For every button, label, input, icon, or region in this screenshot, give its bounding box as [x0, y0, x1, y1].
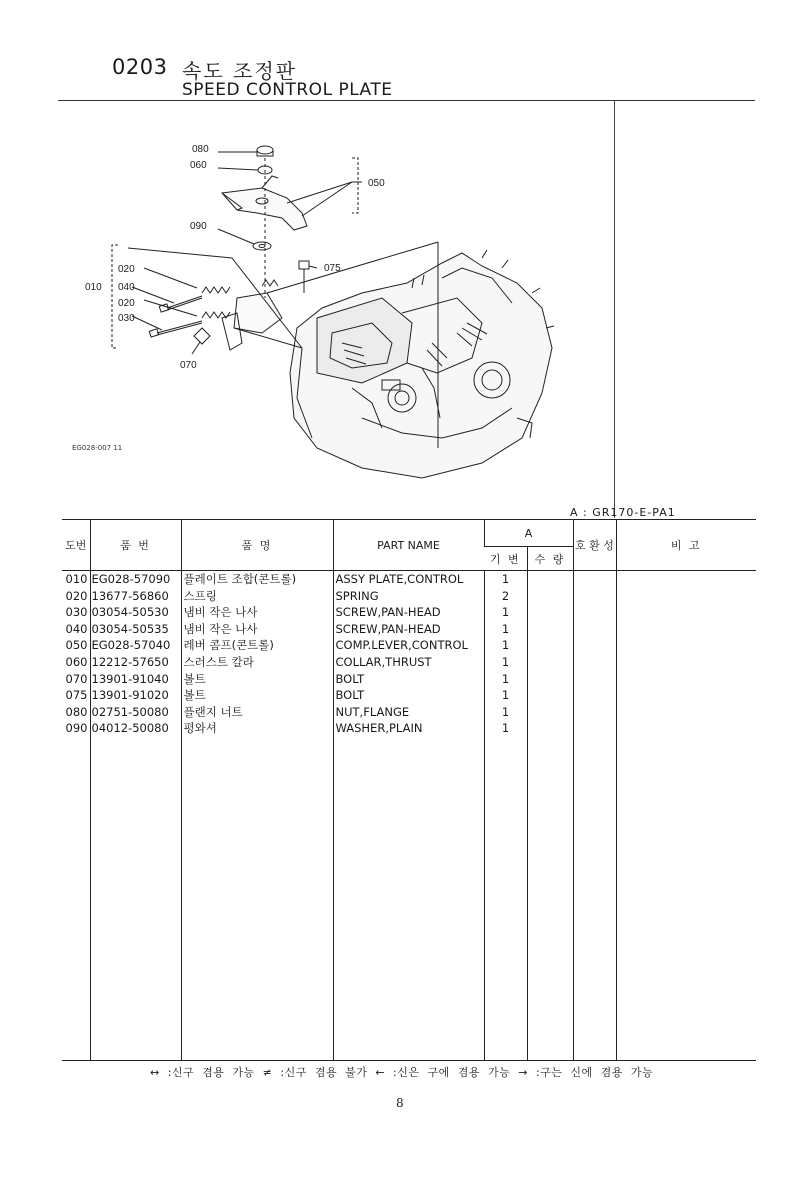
callout-075: 075	[324, 263, 341, 274]
part-name-english: BOLT	[333, 671, 484, 688]
callout-010: 010	[85, 282, 102, 293]
quantity: 1	[484, 571, 527, 588]
quantity: 1	[484, 704, 527, 721]
quantity: 2	[484, 588, 527, 605]
header-name-korean: 품 명	[181, 520, 333, 571]
quantity: 1	[484, 654, 527, 671]
part-name-korean: 볼트	[181, 687, 333, 704]
part-name-korean: 볼트	[181, 671, 333, 688]
part-number: 12212-57650	[90, 654, 181, 671]
page-title-korean: 속도 조정판	[182, 59, 297, 83]
table-row	[62, 687, 756, 704]
part-number: 03054-50535	[90, 621, 181, 638]
header-basic: 기 변	[484, 547, 527, 571]
page-number: 8	[396, 1096, 404, 1110]
table-row	[62, 704, 756, 721]
ref-no: 080	[65, 704, 88, 719]
table-row	[62, 571, 756, 588]
quantity: 1	[484, 687, 527, 704]
part-number: 13901-91040	[90, 671, 181, 688]
part-number: 04012-50080	[90, 720, 181, 737]
ref-no: 075	[65, 688, 88, 703]
part-name-korean: 평와셔	[181, 720, 333, 737]
ref-no: 050	[65, 638, 88, 653]
header-interchange: 호 환 성	[573, 520, 616, 571]
table-empty-space	[62, 737, 756, 1061]
table-row	[62, 720, 756, 737]
ref-no: 090	[65, 721, 88, 736]
quantity: 1	[484, 671, 527, 688]
callout-030: 030	[118, 313, 135, 324]
callout-070: 070	[180, 360, 197, 371]
header-group-a: A	[484, 520, 573, 547]
part-name-korean: 냄비 작은 나사	[181, 604, 333, 621]
compatibility-legend: ↔ :신구 겸용 가능 ≠ :신구 겸용 불가 ← :신은 구에 겸용 가능 → :구는 신에 겸용 가능	[150, 1066, 654, 1079]
section-code: 0203	[112, 55, 168, 79]
quantity: 1	[484, 604, 527, 621]
parts-table	[62, 519, 756, 1061]
table-row	[62, 637, 756, 654]
part-name-english: COLLAR,THRUST	[333, 654, 484, 671]
part-number: EG028-57040	[90, 637, 181, 654]
part-name-english: WASHER,PLAIN	[333, 720, 484, 737]
title-rule	[58, 100, 755, 101]
callout-020-upper: 020	[118, 264, 135, 275]
part-number: 13677-56860	[90, 588, 181, 605]
callout-050: 050	[368, 178, 385, 189]
ref-no: 040	[65, 621, 88, 636]
figure-code: EG028-007 11	[72, 444, 123, 452]
part-name-english: BOLT	[333, 687, 484, 704]
header-remarks: 비 고	[616, 520, 756, 571]
model-applicability-note: A : GR170-E-PA1	[570, 506, 676, 519]
quantity: 1	[484, 720, 527, 737]
ref-no: 060	[65, 654, 88, 669]
part-name-english: COMP.LEVER,CONTROL	[333, 637, 484, 654]
quantity: 1	[484, 621, 527, 638]
part-name-korean: 플랜지 너트	[181, 704, 333, 721]
table-row	[62, 654, 756, 671]
part-name-korean: 스프링	[181, 588, 333, 605]
callout-060: 060	[190, 160, 207, 171]
table-row	[62, 588, 756, 605]
header-qty: 수 량	[527, 547, 573, 571]
table-row	[62, 671, 756, 688]
exploded-parts-diagram	[62, 118, 622, 498]
callout-020-lower: 020	[118, 298, 135, 309]
ref-no: 020	[65, 588, 88, 603]
part-name-korean: 레버 콤프(콘트롤)	[181, 637, 333, 654]
table-row	[62, 604, 756, 621]
table-row	[62, 621, 756, 638]
part-name-english: ASSY PLATE,CONTROL	[333, 571, 484, 588]
part-name-korean: 스러스트 칼라	[181, 654, 333, 671]
header-part-name: PART NAME	[333, 520, 484, 571]
part-number: 13901-91020	[90, 687, 181, 704]
part-number: 02751-50080	[90, 704, 181, 721]
part-name-korean: 냄비 작은 나사	[181, 621, 333, 638]
part-number: 03054-50530	[90, 604, 181, 621]
ref-no: 030	[65, 605, 88, 620]
header-part-no: 품 번	[90, 520, 181, 571]
part-name-english: SCREW,PAN-HEAD	[333, 621, 484, 638]
header-ref-no: 도번	[62, 520, 90, 571]
quantity: 1	[484, 637, 527, 654]
ref-no: 010	[65, 572, 88, 586]
ref-no: 070	[65, 671, 88, 686]
part-name-english: NUT,FLANGE	[333, 704, 484, 721]
callout-040: 040	[118, 282, 135, 293]
callout-080: 080	[192, 144, 209, 155]
part-name-english: SPRING	[333, 588, 484, 605]
part-number: EG028-57090	[90, 571, 181, 588]
page-title-english: SPEED CONTROL PLATE	[182, 80, 393, 100]
part-name-english: SCREW,PAN-HEAD	[333, 604, 484, 621]
part-name-korean: 플레이트 조합(콘트롤)	[181, 571, 333, 588]
callout-090: 090	[190, 221, 207, 232]
